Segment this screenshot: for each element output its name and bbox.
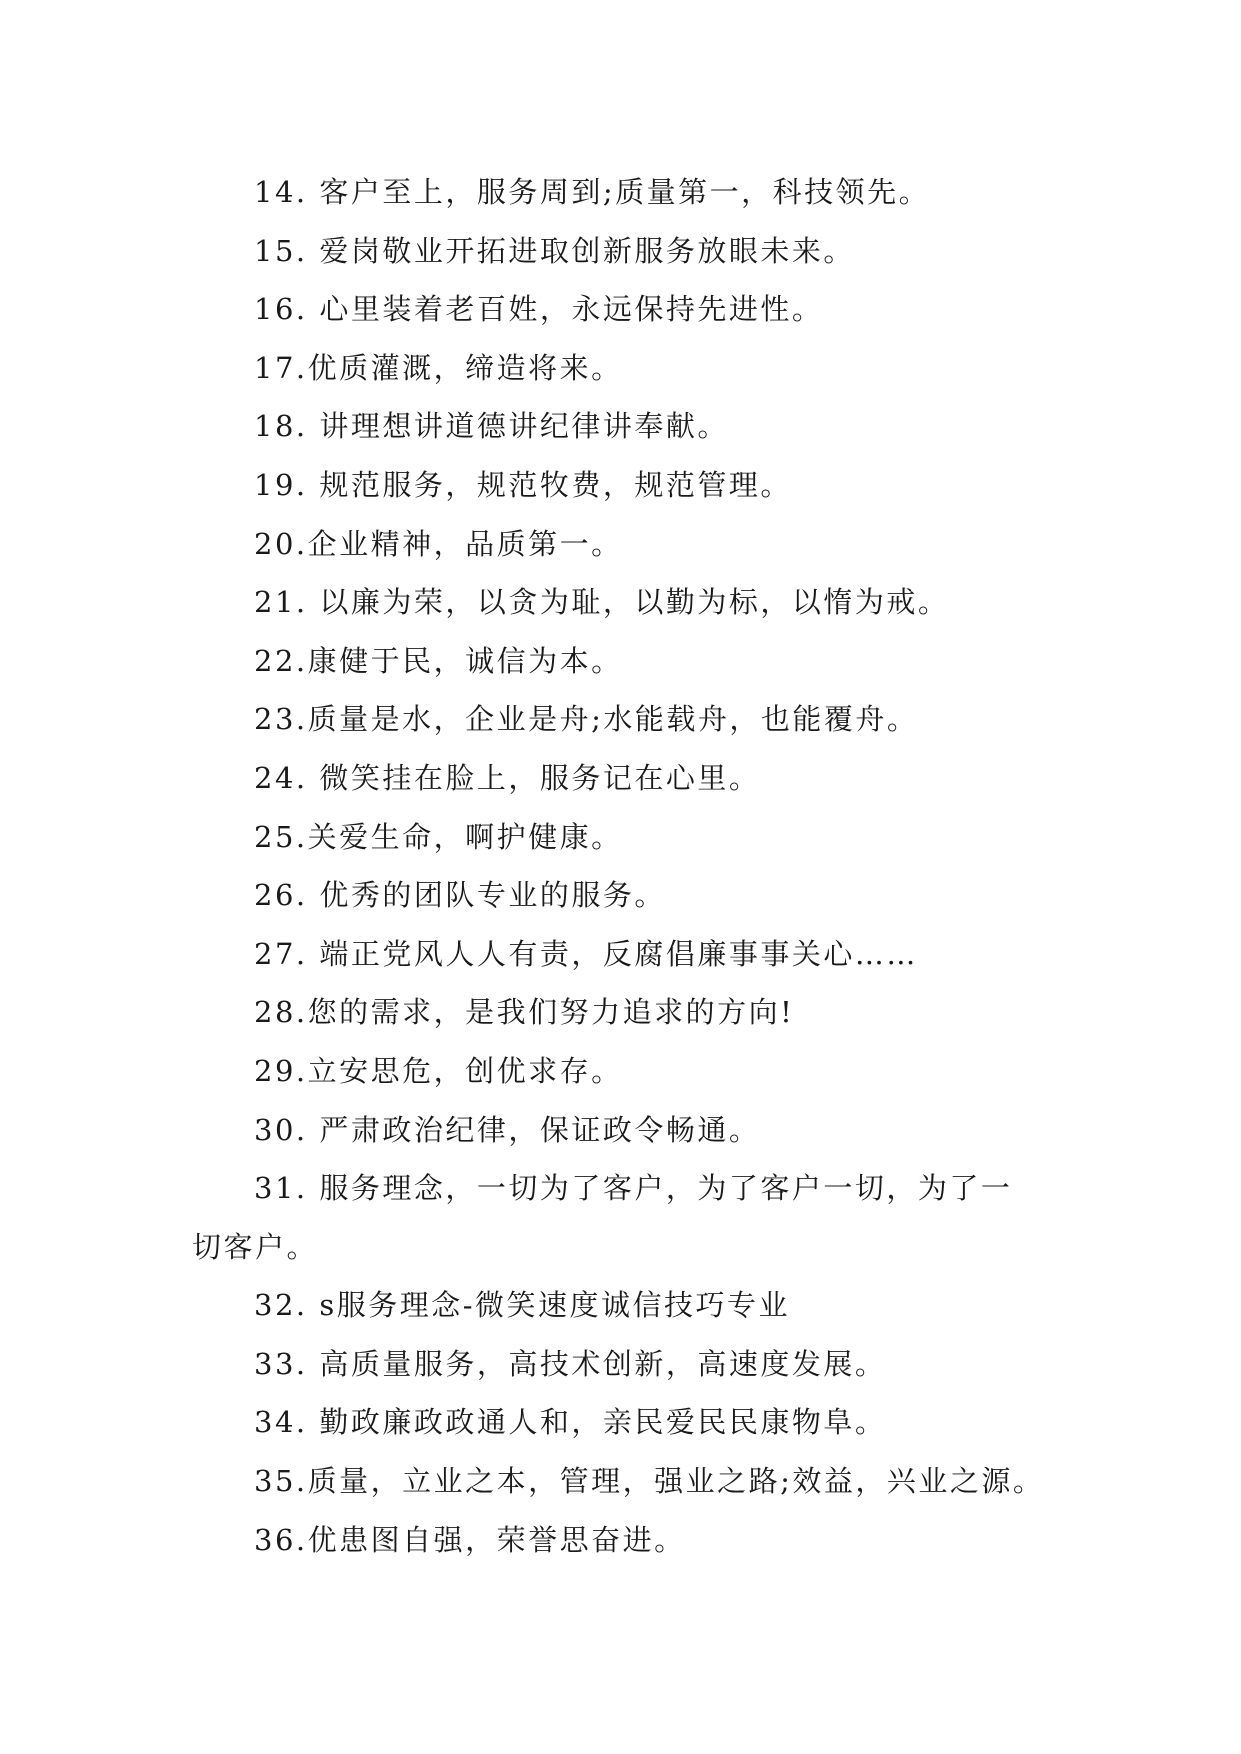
- slogan-line-14: 14. 客户至上，服务周到;质量第一，科技领先。: [254, 175, 931, 209]
- slogan-line-15: 15. 爱岗敬业开拓进取创新服务放眼未来。: [254, 233, 855, 268]
- slogan-line-18: 18. 讲理想讲道德讲纪律讲奉献。: [254, 409, 729, 444]
- slogan-line-35: 35.质量，立业之本，管理，强业之路;效益，兴业之源。: [254, 1464, 1045, 1499]
- slogan-line-21: 21. 以廉为荣，以贪为耻，以勤为标，以惰为戒。: [254, 585, 950, 620]
- slogan-line-29: 29.立安思危，创优求存。: [254, 1053, 623, 1088]
- document-body: [192, 163, 1072, 1569]
- slogan-line-20: 20.企业精神，品质第一。: [254, 526, 623, 561]
- slogan-line-23: 23.质量是水，企业是舟;水能载舟，也能覆舟。: [254, 702, 919, 737]
- slogan-line-19: 19. 规范服务，规范牧费，规范管理。: [254, 467, 792, 502]
- slogan-line-32: 32. s服务理念-微笑速度诚信技巧专业: [254, 1288, 791, 1323]
- slogan-line-17: 17.优质灌溉，缔造将来。: [254, 350, 623, 385]
- slogan-line-31: 31. 服务理念，一切为了客户，为了客户一切，为了一: [254, 1171, 1013, 1206]
- slogan-line-24: 24. 微笑挂在脸上，服务记在心里。: [254, 760, 761, 795]
- slogan-line-30: 30. 严肃政治纪律，保证政令畅通。: [254, 1112, 761, 1147]
- slogan-line-16: 16. 心里装着老百姓，永远保持先进性。: [254, 292, 824, 327]
- slogan-line-27: 27. 端正党风人人有责，反腐倡廉事事关心……: [254, 936, 918, 971]
- slogan-line-36: 36.优患图自强，荣誉思奋进。: [254, 1522, 686, 1557]
- slogan-line-33: 33. 高质量服务，高技术创新，高速度发展。: [254, 1346, 887, 1381]
- slogan-line-25: 25.关爱生命，啊护健康。: [254, 819, 623, 854]
- slogan-line-28: 28.您的需求，是我们努力追求的方向!: [254, 995, 795, 1030]
- slogan-line-26: 26. 优秀的团队专业的服务。: [254, 878, 666, 913]
- slogan-line-34: 34. 勤政廉政政通人和，亲民爱民民康物阜。: [254, 1405, 887, 1440]
- slogan-line-31-continued: 切客户。: [192, 1229, 319, 1264]
- slogan-line-22: 22.康健于民，诚信为本。: [254, 643, 623, 678]
